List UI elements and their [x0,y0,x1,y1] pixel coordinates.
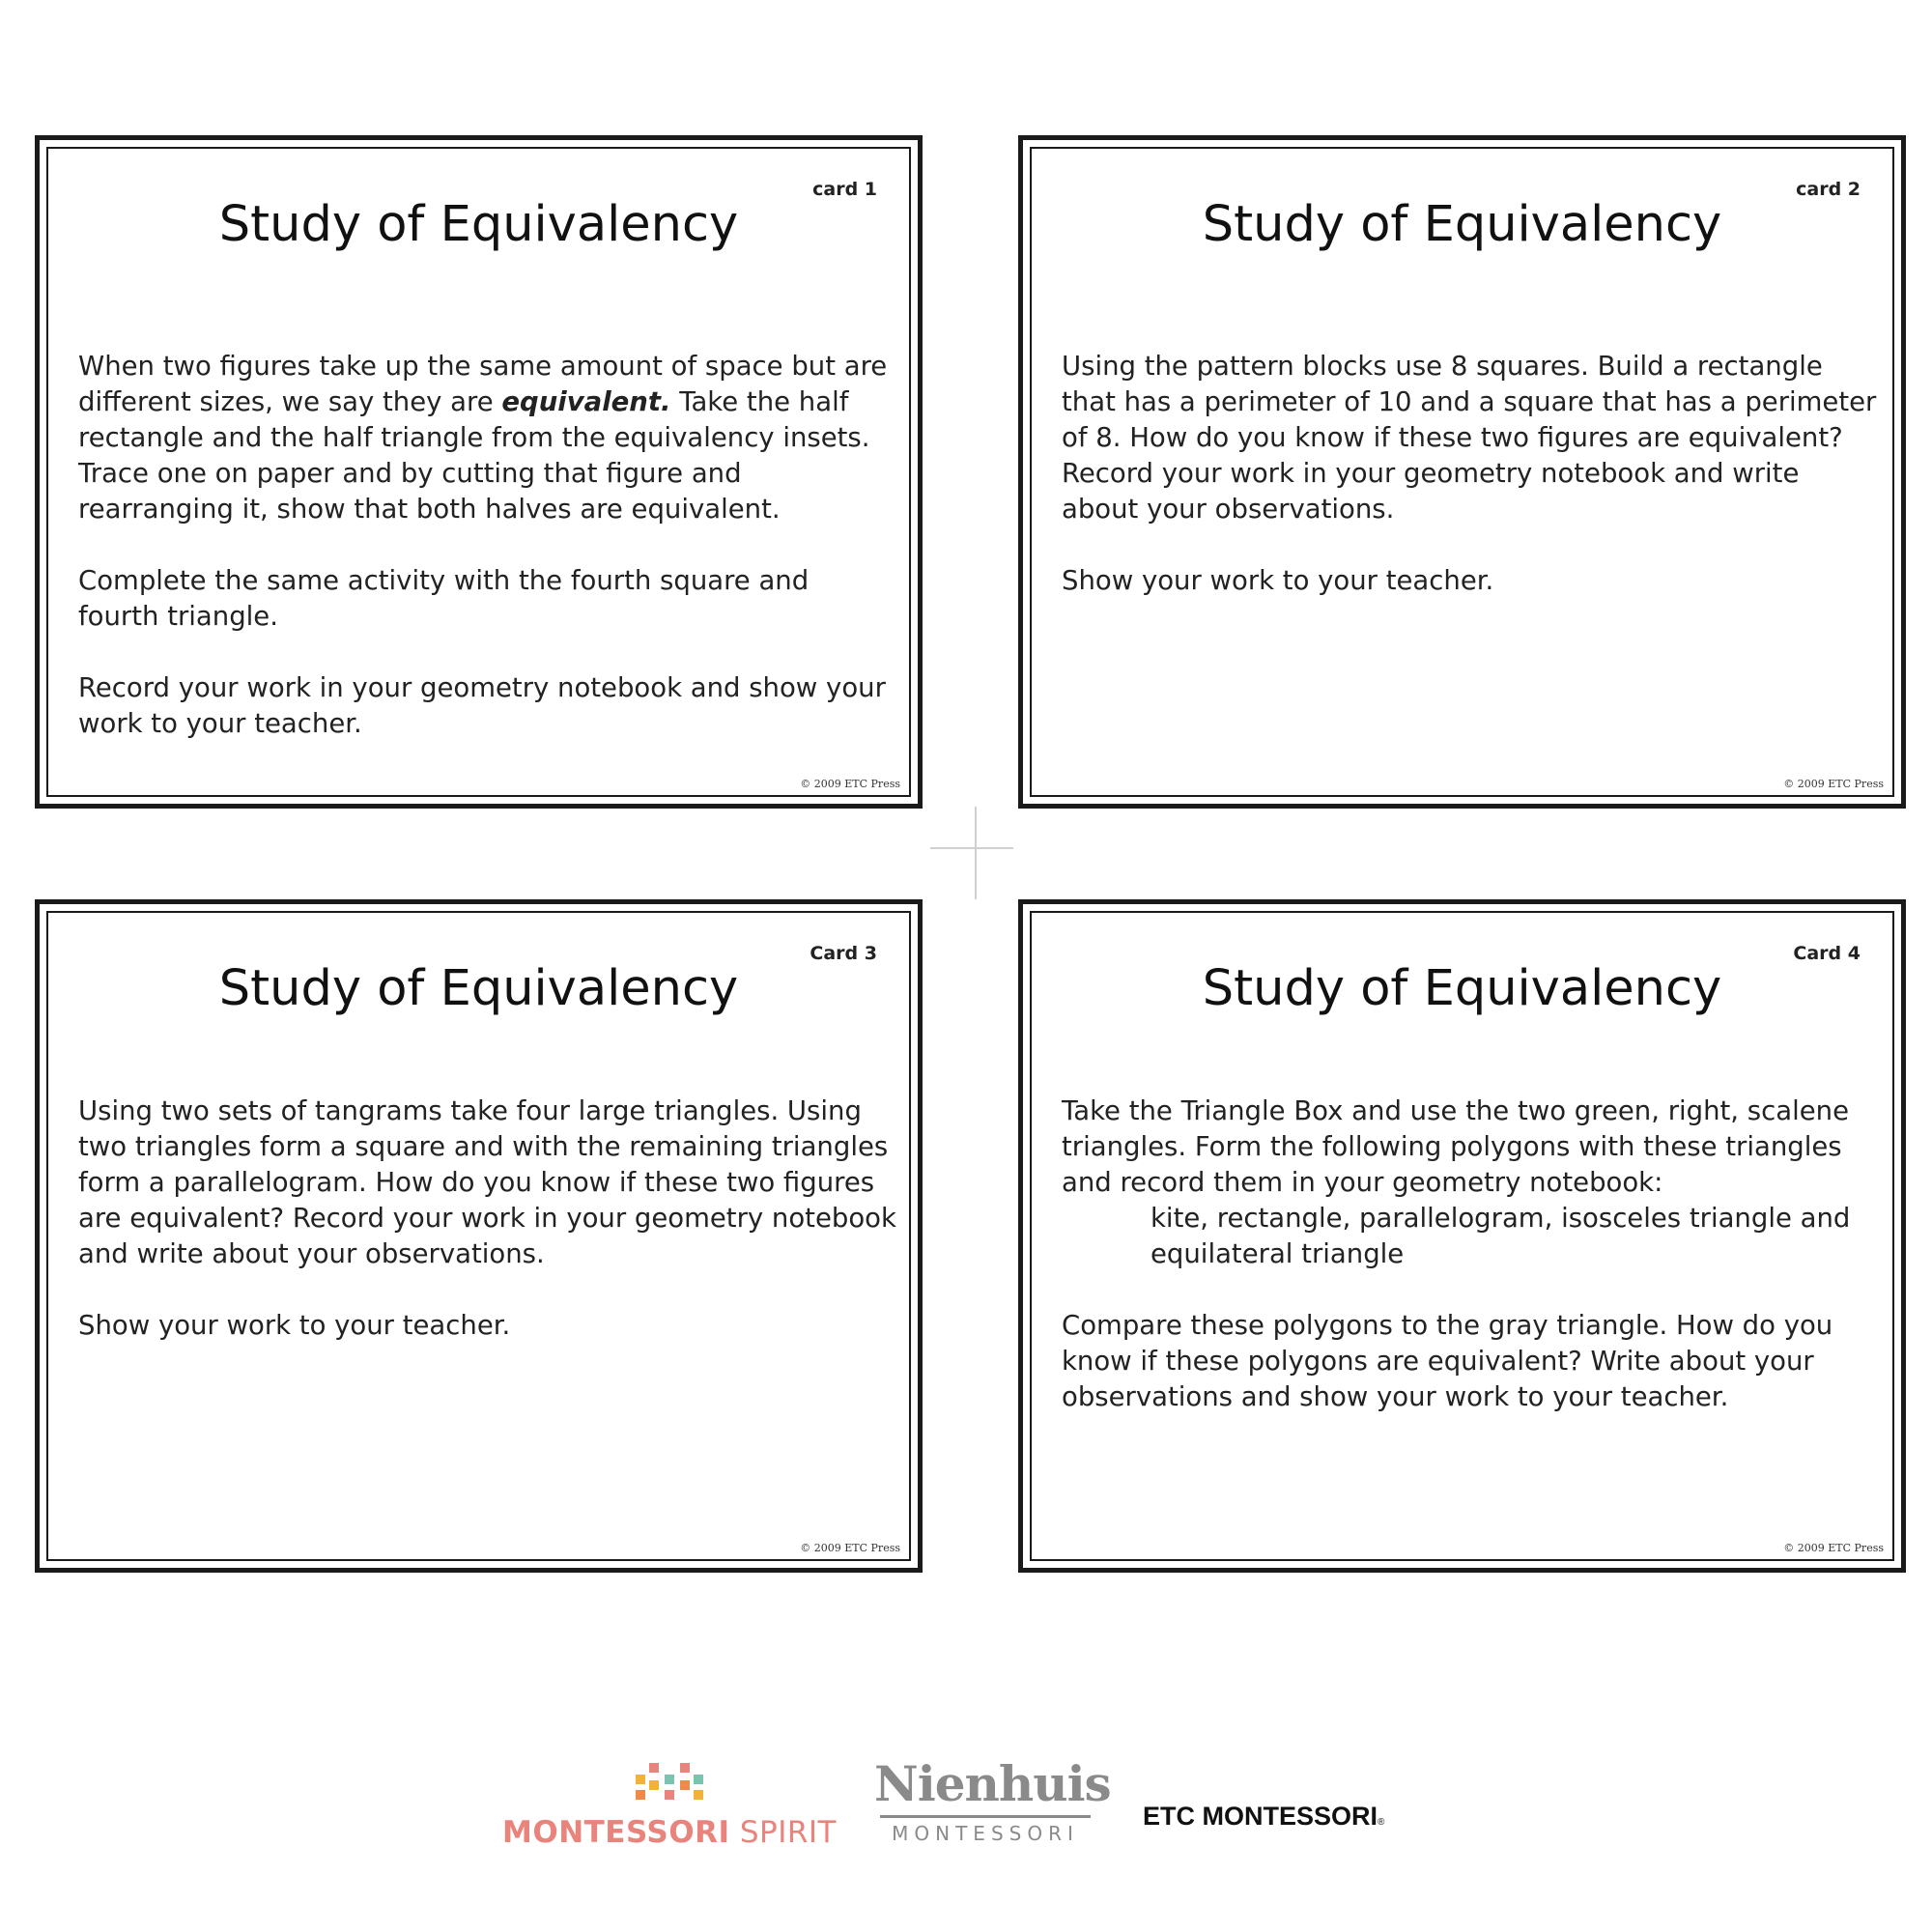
card-paragraph: Compare these polygons to the gray triangle. How do you know if these polygons are equivalent? Write about your observations and show your work to your teacher. [1062,1310,1833,1412]
card-body [1062,1094,1880,1451]
card-paragraph: Show your work to your teacher. [1062,565,1494,596]
card-number: Card 3 [810,943,877,964]
nienhuis-logo [874,1755,1111,1860]
task-card-1 [35,135,923,809]
nienhuis-subtitle: MONTESSORI [892,1822,1079,1845]
card-title: Study of Equivalency [1202,196,1722,253]
card-text: When two figures take up the same amount of space but are different sizes, we say they are [78,351,888,417]
card-body [78,349,896,778]
card-body [78,1094,896,1379]
card-number: card 1 [812,179,877,200]
card-paragraph: Show your work to your teacher. [78,1310,511,1341]
crosshair-mark-vertical [975,807,977,899]
card-copyright: © 2009 ETC Press [1783,1542,1884,1554]
card-copyright: © 2009 ETC Press [1783,778,1884,790]
montessori-spirit-light: SPIRIT [729,1815,837,1850]
crosshair-mark-horizontal [930,847,1013,849]
card-paragraph: Complete the same activity with the fourth square and fourth triangle. [78,565,810,632]
nienhuis-divider [880,1815,1091,1818]
montessori-spirit-wordmark [502,1815,837,1850]
brand-logo-bar [0,1753,1932,1869]
etc-wordmark: ETC MONTESSORI [1143,1802,1378,1831]
card-text: Take the half rectangle and the half triangle from the equivalency insets. Trace one on paper and by cutting that figure and rearranging it, show that both halves are equivalent. [78,386,870,525]
nienhuis-wordmark: Nienhuis [874,1755,1111,1812]
polygon-list: kite, rectangle, parallelogram, isosceles triangle and equilateral triangle [1151,1203,1851,1269]
card-title: Study of Equivalency [1202,960,1722,1017]
card-title: Study of Equivalency [218,960,739,1017]
card-paragraph [78,349,896,527]
card-paragraph: Using two sets of tangrams take four large triangles. Using two triangles form a square and with the remaining triangles form a parallelogram. How do you know if these two figures are equivalent? Record your work in your geometry notebook and write about your observations. [78,1095,896,1269]
card-copyright: © 2009 ETC Press [800,778,900,790]
montessori-spirit-bold: MONTESSORI [502,1815,730,1850]
registered-mark: ® [1378,1817,1385,1828]
task-card-4 [1018,899,1906,1573]
card-title: Study of Equivalency [218,196,739,253]
task-card-3 [35,899,923,1573]
card-copyright: © 2009 ETC Press [800,1542,900,1554]
card-paragraph [1062,1094,1880,1272]
montessori-spirit-logo [502,1763,837,1860]
card-paragraph: Using the pattern blocks use 8 squares. Build a rectangle that has a perimeter of 10 and a square that has a perimeter of 8. How do you know if these two figures are equivalent? Record your work in your geometry notebook and write about your observations. [1062,351,1877,525]
task-card-2 [1018,135,1906,809]
card-number: Card 4 [1793,943,1861,964]
card-text: Take the Triangle Box and use the two green, right, scalene triangles. Form the following polygons with these triangles and record them in your geometry notebook: [1062,1095,1849,1198]
card-paragraph: Record your work in your geometry notebook and show your work to your teacher. [78,672,886,739]
card-body [1062,349,1880,635]
etc-montessori-logo [1143,1802,1384,1832]
montessori-spirit-mark-icon [636,1763,703,1811]
card-number: card 2 [1796,179,1861,200]
card-emphasis-term: equivalent. [501,386,671,417]
